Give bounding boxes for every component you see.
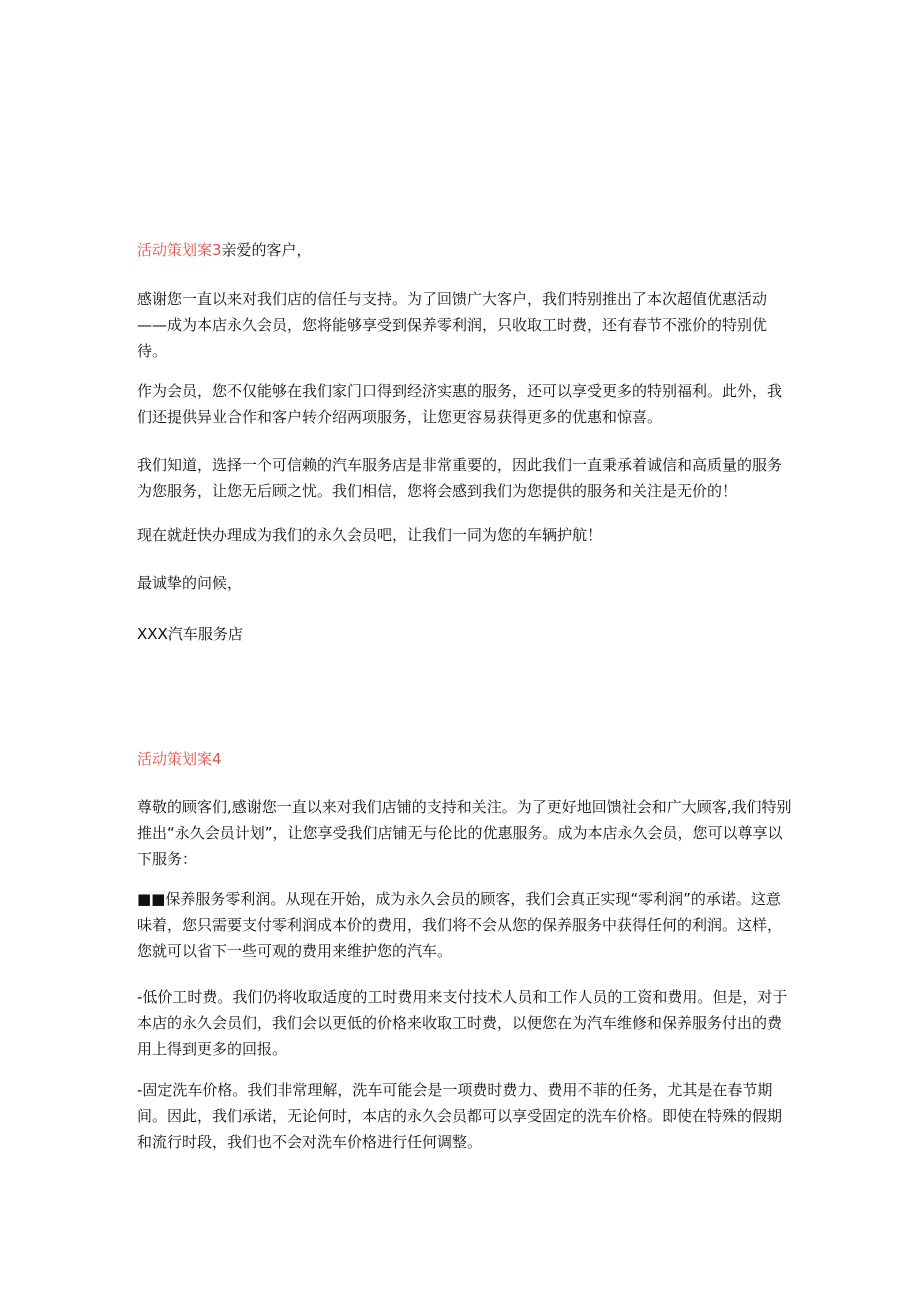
section-1 [137,237,792,263]
section-2-paragraph-3 [137,984,792,1062]
signature: XXX汽车服务店 [137,625,243,643]
section-1-paragraph-4 [137,522,792,548]
section-2-paragraph-2 [137,886,792,964]
section-1-paragraph-3 [137,452,792,504]
section-2-title: 活动策划案4 [137,750,222,768]
closing: 最诚挚的问候， [137,574,243,592]
paragraph: 感谢您一直以来对我们店的信任与支持。为了回馈广大客户，我们特别推出了本次超值优惠活动——成为本店永久会员，您将能够享受到保养零利润，只收取工时费，还有春节不涨价的特别优待。 [137,290,768,360]
section-1-paragraph-2 [137,378,792,430]
section-2-paragraph-1 [137,794,792,872]
paragraph: -固定洗车价格。我们非常理解，洗车可能会是一项费时费力、费用不菲的任务，尤其是在春节期间。因此，我们承诺，无论何时，本店的永久会员都可以享受固定的洗车价格。即使在特殊的假期和流行时段，我们也不会对洗车价格进行任何调整。 [137,1081,783,1151]
paragraph: 我们知道，选择一个可信赖的汽车服务店是非常重要的，因此我们一直秉承着诚信和高质量的服务为您服务，让您无后顾之忧。我们相信，您将会感到我们为您提供的服务和关注是无价的！ [137,456,783,500]
greeting: 亲爱的客户， [221,241,312,259]
section-2 [137,746,792,772]
section-2-paragraph-4 [137,1077,792,1155]
section-1-signature [137,621,792,647]
paragraph: -低价工时费。我们仍将收取适度的工时费用来支付技术人员和工作人员的工资和费用。但是，对于本店的永久会员们，我们会以更低的价格来收取工时费，以便您在为汽车维修和保养服务付出的费用上得到更多的回报。 [137,988,788,1058]
paragraph: 尊敬的顾客们,感谢您一直以来对我们店铺的支持和关注。为了更好地回馈社会和广大顾客,我们特别推出“永久会员计划”，让您享受我们店铺无与伦比的优惠服务。成为本店永久会员，您可以尊享以下服务： [137,798,792,868]
section-1-title: 活动策划案3 [137,241,222,259]
paragraph: 现在就赶快办理成为我们的永久会员吧，让我们一同为您的车辆护航！ [137,526,603,544]
paragraph: 作为会员，您不仅能够在我们家门口得到经济实惠的服务，还可以享受更多的特别福利。此外，我们还提供异业合作和客户转介绍两项服务，让您更容易获得更多的优惠和惊喜。 [137,382,783,426]
section-1-paragraph-1 [137,286,792,364]
section-1-heading [137,237,792,263]
paragraph: ■■保养服务零利润。从现在开始，成为永久会员的顾客，我们会真正实现“零利润”的承诺。这意味着，您只需要支付零利润成本价的费用，我们将不会从您的保养服务中获得任何的利润。这样，您就可以省下一些可观的费用来维护您的汽车。 [137,890,783,960]
section-1-closing [137,570,792,596]
